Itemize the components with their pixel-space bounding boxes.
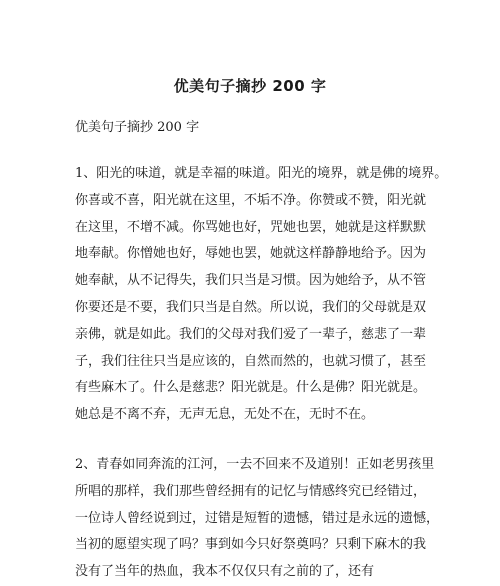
- paragraph-1: [75, 161, 448, 429]
- paragraph-line: 子，我们往往只当是应该的，自然而然的，也就习惯了，甚至: [75, 353, 427, 369]
- paragraph-line: 当初的愿望实现了吗？事到如今只好祭奠吗？只剩下麻木的我: [75, 537, 427, 553]
- paragraph-2: [75, 452, 440, 586]
- paragraph-line: 1、阳光的味道，就是幸福的味道。阳光的境界，就是佛的境界。: [75, 166, 448, 181]
- paragraph-line: 在这里，不增不减。你骂她也好，咒她也罢，她就是这样默默: [75, 219, 427, 235]
- paragraph-line: 她奉献，从不记得失，我们只当是习惯。因为她给予，从不管: [75, 273, 427, 289]
- paragraph-line: 有些麻木了。什么是慈悲？阳光就是。什么是佛？阳光就是。: [75, 380, 427, 396]
- paragraph-line: 你要还是不要，我们只当是自然。所以说，我们的父母就是双: [75, 299, 427, 315]
- document-title: 优美句子摘抄 200 字: [173, 77, 327, 95]
- paragraph-line: 一位诗人曾经说到过，过错是短暂的遗憾，错过是永远的遗憾，: [75, 510, 440, 526]
- paragraph-line: 所唱的那样，我们那些曾经拥有的记忆与情感终究已经错过，: [75, 483, 427, 499]
- paragraph-line: 你喜或不喜，阳光就在这里，不垢不净。你赞或不赞，阳光就: [75, 192, 427, 208]
- paragraph-line: 2、青春如同奔流的江河，一去不回来不及道别！正如老男孩里: [75, 457, 435, 472]
- paragraph-line: 亲佛，就是如此。我们的父母对我们爱了一辈子，慈悲了一辈: [75, 326, 427, 342]
- paragraph-line: 她总是不离不弃，无声无息，无处不在，无时不在。: [75, 407, 375, 423]
- paragraph-line: 没有了当年的热血，我本不仅仅只有之前的了，还有: [75, 564, 375, 580]
- document-subtitle: 优美句子摘抄 200 字: [75, 120, 200, 135]
- paragraph-line: 地奉献。你憎她也好，辱她也罢，她就这样静静地给予。因为: [75, 246, 427, 262]
